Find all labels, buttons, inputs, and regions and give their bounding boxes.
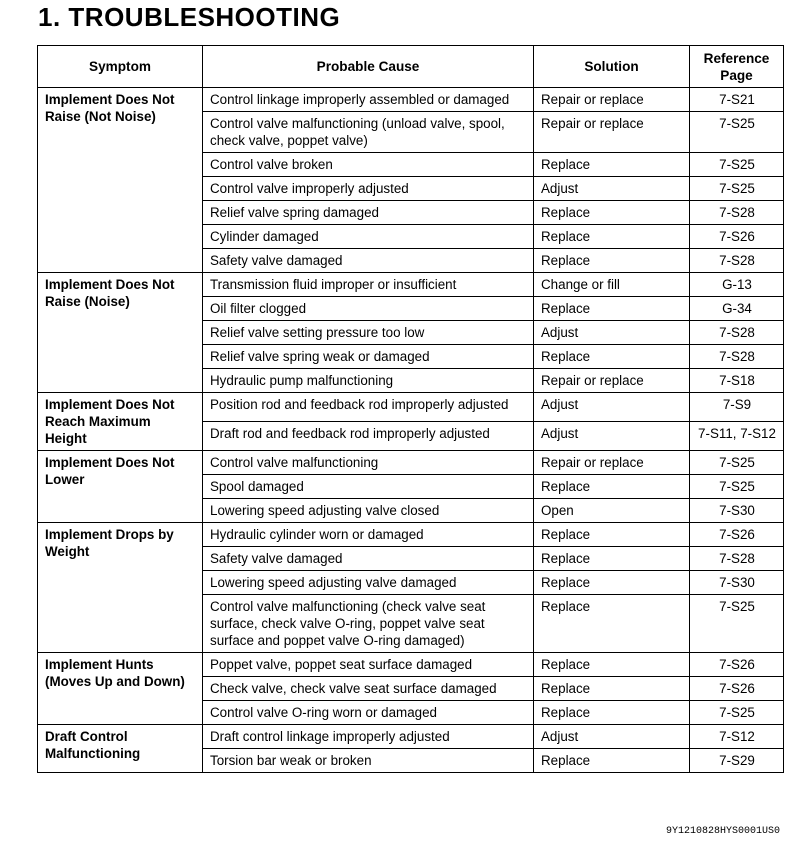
cause-cell: Safety valve damaged [203, 249, 534, 273]
solution-cell: Replace [534, 153, 690, 177]
reference-cell: 7-S25 [690, 112, 784, 153]
reference-cell: 7-S12 [690, 725, 784, 749]
cause-cell: Hydraulic cylinder worn or damaged [203, 523, 534, 547]
symptom-cell: Implement Does Not Raise (Noise) [38, 273, 203, 393]
symptom-cell: Implement Hunts (Moves Up and Down) [38, 653, 203, 725]
troubleshooting-table [37, 45, 784, 773]
reference-cell: 7-S29 [690, 749, 784, 773]
solution-cell: Repair or replace [534, 112, 690, 153]
solution-cell: Adjust [534, 177, 690, 201]
table-header-row [38, 46, 784, 88]
reference-cell: 7-S28 [690, 249, 784, 273]
cause-cell: Control valve malfunctioning (unload valve, spool, check valve, poppet valve) [203, 112, 534, 153]
solution-cell: Replace [534, 475, 690, 499]
document-code: 9Y1210828HYS0001US0 [665, 826, 780, 837]
reference-cell: G-34 [690, 297, 784, 321]
solution-cell: Adjust [534, 321, 690, 345]
cause-cell: Transmission fluid improper or insufficient [203, 273, 534, 297]
cause-cell: Torsion bar weak or broken [203, 749, 534, 773]
table-row [38, 523, 784, 547]
reference-cell: 7-S26 [690, 653, 784, 677]
reference-cell: 7-S25 [690, 595, 784, 653]
table-row [38, 653, 784, 677]
cause-cell: Oil filter clogged [203, 297, 534, 321]
cause-cell: Lowering speed adjusting valve closed [203, 499, 534, 523]
reference-cell: 7-S9 [690, 393, 784, 422]
table-body [38, 88, 784, 773]
solution-cell: Replace [534, 701, 690, 725]
solution-cell: Replace [534, 547, 690, 571]
solution-cell: Replace [534, 297, 690, 321]
reference-cell: 7-S26 [690, 677, 784, 701]
solution-cell: Repair or replace [534, 369, 690, 393]
solution-cell: Replace [534, 653, 690, 677]
solution-cell: Replace [534, 595, 690, 653]
cause-cell: Relief valve spring weak or damaged [203, 345, 534, 369]
symptom-cell: Draft Control Malfunctioning [38, 725, 203, 773]
cause-cell: Control valve O-ring worn or damaged [203, 701, 534, 725]
reference-cell: 7-S25 [690, 451, 784, 475]
cause-cell: Control valve malfunctioning (check valve seat surface, check valve O-ring, poppet valve seat surface and poppet valve O-ring damaged) [203, 595, 534, 653]
solution-cell: Adjust [534, 393, 690, 422]
reference-cell: 7-S11, 7-S12 [690, 422, 784, 451]
header-probable-cause: Probable Cause [203, 46, 534, 88]
cause-cell: Safety valve damaged [203, 547, 534, 571]
solution-cell: Adjust [534, 422, 690, 451]
symptom-cell: Implement Does Not Lower [38, 451, 203, 523]
cause-cell: Cylinder damaged [203, 225, 534, 249]
solution-cell: Replace [534, 571, 690, 595]
reference-cell: 7-S26 [690, 523, 784, 547]
reference-cell: 7-S25 [690, 475, 784, 499]
reference-cell: 7-S28 [690, 547, 784, 571]
header-symptom: Symptom [38, 46, 203, 88]
cause-cell: Hydraulic pump malfunctioning [203, 369, 534, 393]
solution-cell: Replace [534, 749, 690, 773]
reference-cell: 7-S28 [690, 345, 784, 369]
header-reference-page: Reference Page [690, 46, 784, 88]
cause-cell: Control valve malfunctioning [203, 451, 534, 475]
cause-cell: Relief valve setting pressure too low [203, 321, 534, 345]
table-row [38, 273, 784, 297]
cause-cell: Draft rod and feedback rod improperly adjusted [203, 422, 534, 451]
solution-cell: Replace [534, 345, 690, 369]
cause-cell: Poppet valve, poppet seat surface damaged [203, 653, 534, 677]
table-row [38, 393, 784, 422]
solution-cell: Replace [534, 523, 690, 547]
solution-cell: Replace [534, 677, 690, 701]
cause-cell: Spool damaged [203, 475, 534, 499]
solution-cell: Adjust [534, 725, 690, 749]
cause-cell: Control linkage improperly assembled or damaged [203, 88, 534, 112]
header-solution: Solution [534, 46, 690, 88]
cause-cell: Check valve, check valve seat surface damaged [203, 677, 534, 701]
reference-cell: 7-S28 [690, 201, 784, 225]
page-title: 1. TROUBLESHOOTING [38, 2, 341, 32]
symptom-cell: Implement Does Not Raise (Not Noise) [38, 88, 203, 273]
reference-cell: 7-S18 [690, 369, 784, 393]
table-row [38, 725, 784, 749]
table-row [38, 88, 784, 112]
reference-cell: 7-S21 [690, 88, 784, 112]
reference-cell: 7-S25 [690, 153, 784, 177]
table-row [38, 451, 784, 475]
symptom-cell: Implement Drops by Weight [38, 523, 203, 653]
reference-cell: 7-S30 [690, 571, 784, 595]
solution-cell: Replace [534, 249, 690, 273]
reference-cell: 7-S26 [690, 225, 784, 249]
cause-cell: Relief valve spring damaged [203, 201, 534, 225]
symptom-cell: Implement Does Not Reach Maximum Height [38, 393, 203, 451]
reference-cell: 7-S30 [690, 499, 784, 523]
cause-cell: Position rod and feedback rod improperly adjusted [203, 393, 534, 422]
reference-cell: G-13 [690, 273, 784, 297]
reference-cell: 7-S28 [690, 321, 784, 345]
solution-cell: Change or fill [534, 273, 690, 297]
cause-cell: Draft control linkage improperly adjusted [203, 725, 534, 749]
cause-cell: Control valve broken [203, 153, 534, 177]
reference-cell: 7-S25 [690, 701, 784, 725]
reference-cell: 7-S25 [690, 177, 784, 201]
solution-cell: Open [534, 499, 690, 523]
solution-cell: Repair or replace [534, 88, 690, 112]
solution-cell: Repair or replace [534, 451, 690, 475]
solution-cell: Replace [534, 201, 690, 225]
cause-cell: Control valve improperly adjusted [203, 177, 534, 201]
solution-cell: Replace [534, 225, 690, 249]
cause-cell: Lowering speed adjusting valve damaged [203, 571, 534, 595]
